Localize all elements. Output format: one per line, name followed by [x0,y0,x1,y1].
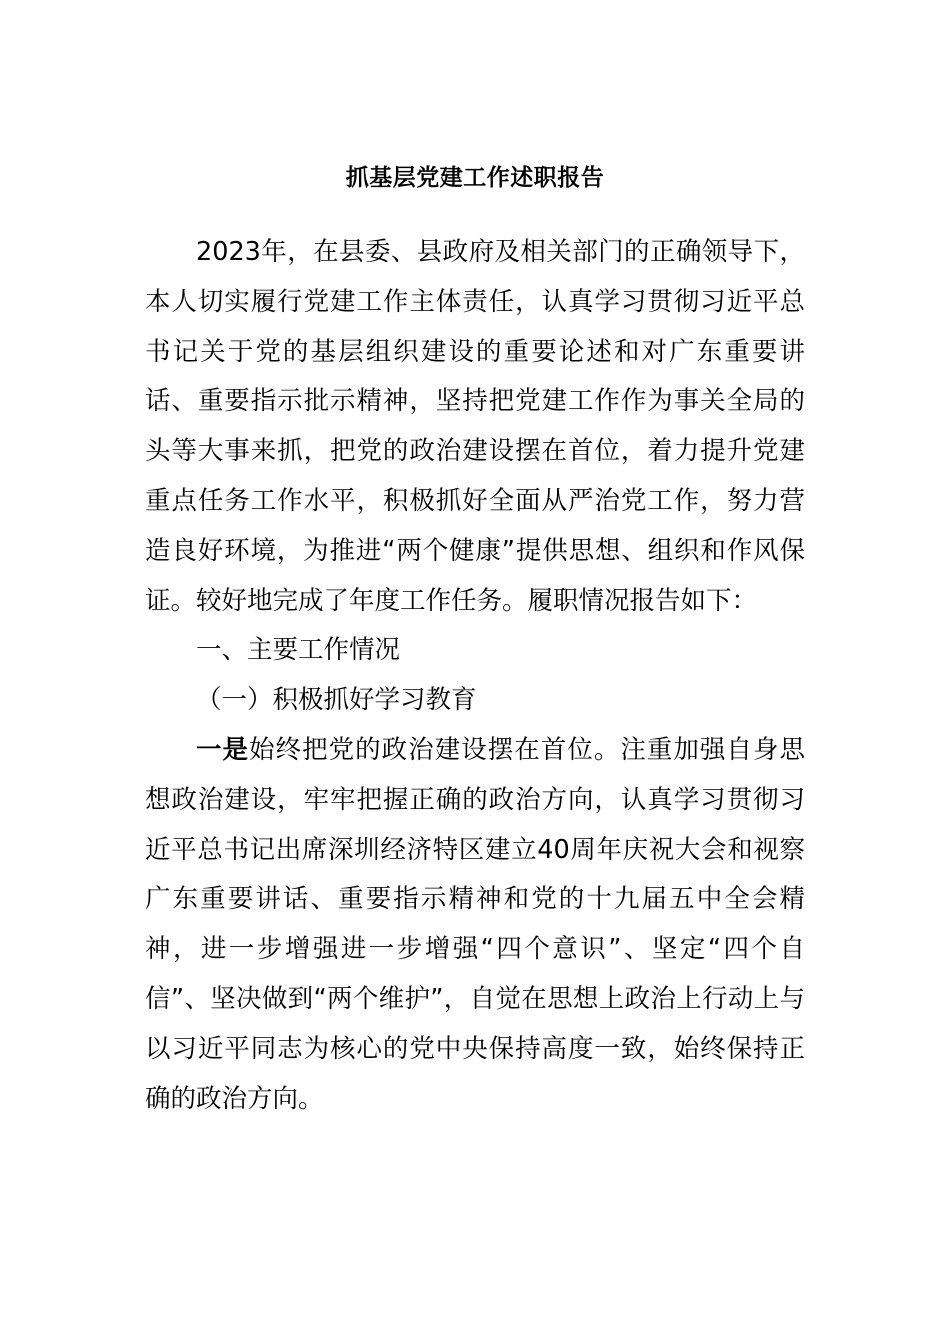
document-body [145,228,805,1124]
subsection-heading-study-education: （一）积极抓好学习教育 [196,685,477,716]
intro-paragraph: 2023年，在县委、县政府及相关部门的正确领导下，本人切实履行党建工作主体责任，认真学习贯彻习近平总书记关于党的基层组织建设的重要论述和对广东重要讲话、重要指示批示精神，坚持把党建工作作为事关全局的头等大事来抓，把党的政治建设摆在首位，着力提升党建重点任务工作水平，积极抓好全面从严治党工作，努力营造良好环境，为推进“两个健康”提供思想、组织和作风保证。较好地完成了年度工作任务。履职情况报告如下： [145,237,805,616]
point-one-lead: 一是 [196,734,250,765]
section-heading-main-work: 一、主要工作情况 [196,635,401,666]
point-one-text: 始终把党的政治建设摆在首位。注重加强自身思想政治建设，牢牢把握正确的政治方向，认真学习贯彻习近平总书记出席深圳经济特区建立40周年庆祝大会和视察广东重要讲话、重要指示精神和党的十九届五中全会精神，进一步增强进一步增强“四个意识”、坚定“四个自信”、坚决做到“两个维护”，自觉在思想上政治上行动上与以习近平同志为核心的党中央保持高度一致，始终保持正确的政治方向。 [145,734,805,1114]
point-one-paragraph [145,726,805,1124]
document-title: 抓基层党建工作述职报告 [345,165,605,191]
